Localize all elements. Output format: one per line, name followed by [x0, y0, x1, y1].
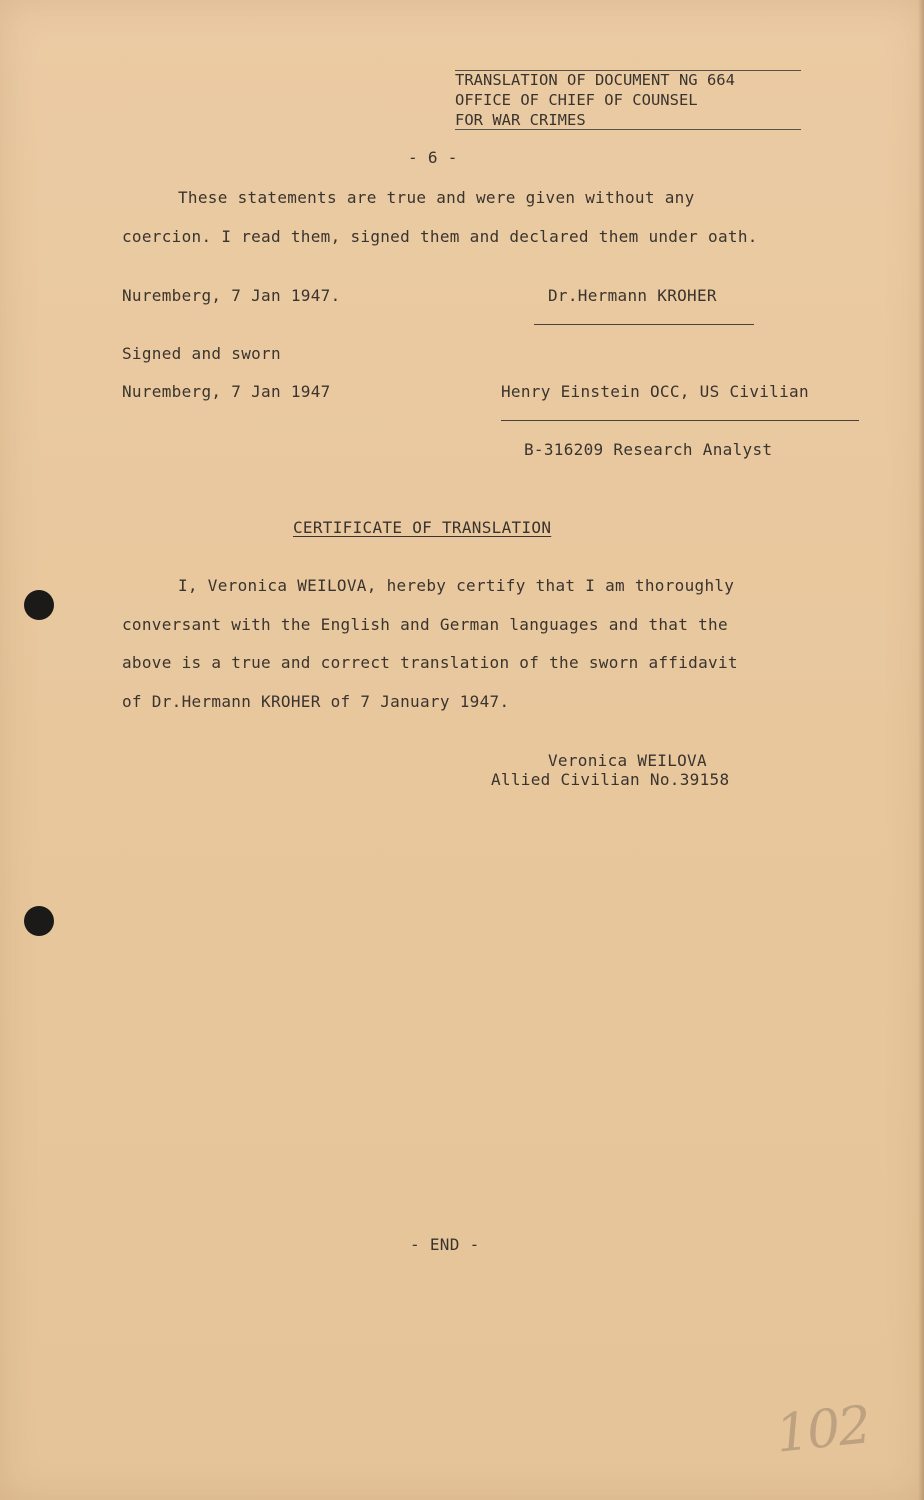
certificate-line-1: I, Veronica WEILOVA, hereby certify that I am thoroughly [178, 576, 735, 595]
affiant-signature-line [534, 324, 754, 325]
translator-id: Allied Civilian No.39158 [491, 770, 730, 789]
header-line-2: OFFICE OF CHIEF OF COUNSEL [455, 91, 698, 109]
handwritten-page-number: 102 [773, 1395, 873, 1465]
officer-signature-line [501, 420, 859, 421]
end-mark: - END - [410, 1235, 480, 1254]
translator-name: Veronica WEILOVA [548, 751, 707, 770]
certificate-line-4: of Dr.Hermann KROHER of 7 January 1947. [122, 692, 510, 711]
statement-line-1: These statements are true and were given without any [178, 188, 695, 207]
header-line-1: TRANSLATION OF DOCUMENT NG 664 [455, 71, 735, 89]
sworn-label: Signed and sworn [122, 344, 281, 363]
punch-hole-lower [24, 906, 54, 936]
certificate-title: CERTIFICATE OF TRANSLATION [293, 518, 552, 537]
affiant-place-date: Nuremberg, 7 Jan 1947. [122, 286, 341, 305]
affiant-name: Dr.Hermann KROHER [548, 286, 717, 305]
certificate-line-2: conversant with the English and German languages and that the [122, 615, 728, 634]
header-rule-bottom [455, 129, 801, 130]
sworn-officer-id: B-316209 Research Analyst [524, 440, 773, 459]
punch-hole-upper [24, 590, 54, 620]
header-line-3: FOR WAR CRIMES [455, 111, 586, 129]
statement-line-2: coercion. I read them, signed them and declared them under oath. [122, 227, 758, 246]
sworn-place-date: Nuremberg, 7 Jan 1947 [122, 382, 331, 401]
page-number: - 6 - [408, 148, 458, 167]
page-edge-shadow [918, 0, 924, 1500]
sworn-officer: Henry Einstein OCC, US Civilian [501, 382, 809, 401]
document-header [455, 70, 801, 130]
certificate-line-3: above is a true and correct translation of the sworn affidavit [122, 653, 738, 672]
